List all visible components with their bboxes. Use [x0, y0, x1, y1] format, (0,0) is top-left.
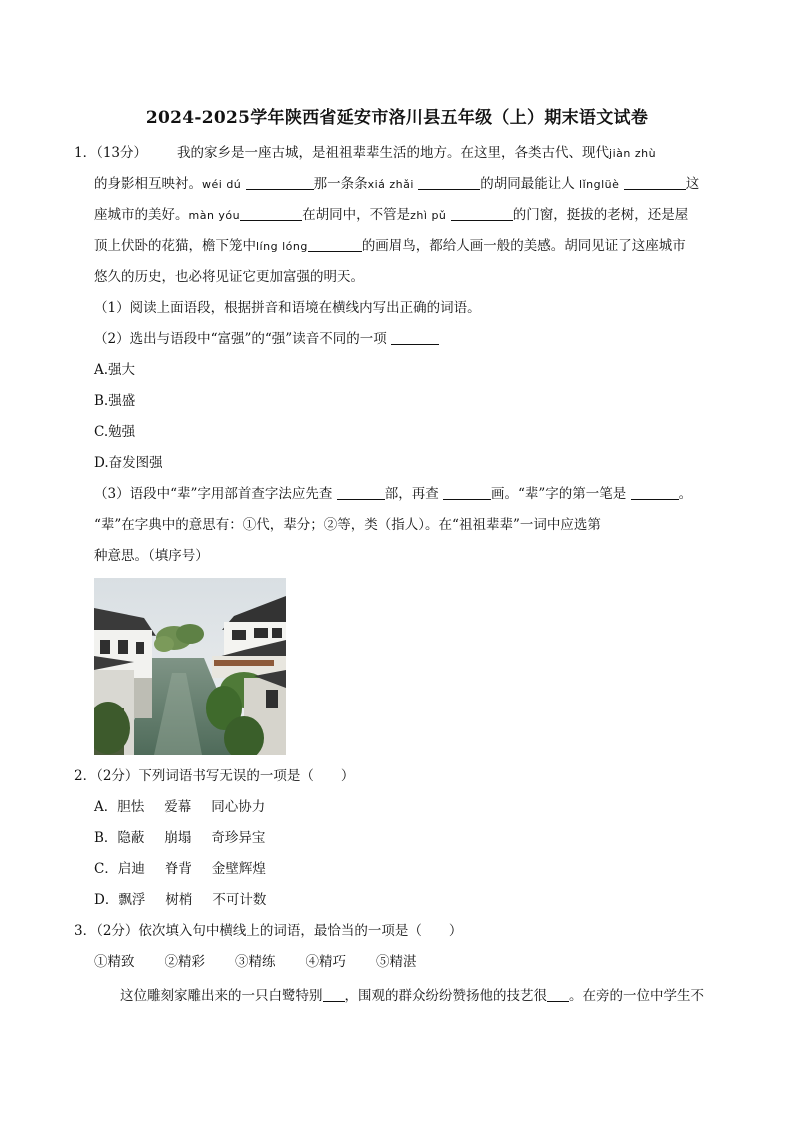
answer-blank[interactable] [631, 485, 679, 500]
q3-stem: 3．（2分）依次填入句中横线上的词语，最恰当的一项是（ ） [74, 923, 463, 939]
pinyin-linglue: lǐnglüè [579, 178, 620, 191]
q1-sub3-text: 。 [678, 486, 693, 502]
answer-blank[interactable] [323, 989, 345, 1002]
pinyin-weidu: wéi dú [202, 178, 242, 191]
q3-word-options [94, 952, 417, 972]
q1-line-3 [94, 205, 688, 226]
q2-option-a[interactable] [94, 797, 265, 817]
q1-sub3-line-2: “辈”在字典中的意思有：①代，辈分；②等，类（指人）。在“祖祖辈辈”一词中应选第 [94, 517, 601, 533]
pinyin-zhipu: zhì pǔ [410, 209, 447, 222]
answer-blank[interactable] [391, 330, 439, 345]
q1-line-2 [94, 174, 699, 195]
q3-word: ③精练 [235, 954, 276, 970]
q1-option-a[interactable]: A.强大 [94, 362, 136, 378]
answer-blank[interactable] [547, 989, 569, 1002]
q1-score: （13分） [96, 145, 148, 161]
q1-sub3-line-3: 种意思。（填序号） [94, 548, 209, 564]
q1-sub1: （1）阅读上面语段，根据拼音和语境在横线内写出正确的词语。 [94, 300, 481, 316]
q1-sub2 [94, 329, 439, 349]
q1-text: 那一条条 [313, 176, 368, 192]
q2-word: 脊背 [164, 861, 192, 877]
q1-option-d[interactable]: D.奋发图强 [94, 455, 163, 471]
q1-option-c[interactable]: C.勉强 [94, 424, 136, 440]
q3-text: 这位雕刻家雕出来的一只白鹭特别 [120, 988, 323, 1004]
pinyin-jianzhu: jiàn zhù [609, 147, 657, 160]
q2-word: 树梢 [165, 892, 193, 908]
q2-word: 同心协力 [211, 799, 266, 815]
answer-blank[interactable] [240, 206, 302, 221]
answer-blank[interactable] [246, 175, 314, 190]
q2-option-b[interactable] [94, 828, 265, 848]
q1-sub3-line-1 [94, 484, 692, 504]
q2-word: C．启迪 [94, 861, 145, 877]
q2-word: B．隐蔽 [94, 830, 145, 846]
answer-blank[interactable] [308, 237, 362, 252]
pinyin-manyou: màn yóu [188, 209, 241, 222]
q1-text: 的画眉鸟，都给人画一般的美感。胡同见证了这座城市 [361, 238, 686, 254]
q2-word: 不可计数 [212, 892, 267, 908]
q3-word: ④精巧 [305, 954, 346, 970]
q1-number: 1． [74, 145, 97, 161]
q2-word: 奇珍异宝 [211, 830, 266, 846]
q1-text: 座城市的美好。 [94, 207, 189, 223]
answer-blank[interactable] [624, 175, 686, 190]
q2-word: A．胆怯 [94, 799, 145, 815]
q1-sub3-text: 部，再查 [384, 486, 439, 502]
q1-sub2-text: （2）选出与语段中“富强”的“强”读音不同的一项 [94, 331, 387, 347]
answer-blank[interactable] [443, 485, 491, 500]
canal-photo [94, 578, 286, 755]
q3-sentence [120, 986, 704, 1006]
q2-option-d[interactable] [94, 890, 266, 910]
q2-word: D．飘浮 [94, 892, 146, 908]
q1-sub3-text: （3）语段中“辈”字用部首查字法应先查 [94, 486, 333, 502]
q1-text: 这 [685, 176, 700, 192]
q1-line-5: 悠久的历史，也必将见证它更加富强的明天。 [94, 269, 364, 285]
q3-word: ②精彩 [164, 954, 205, 970]
q1-text: 的身影相互映衬。 [94, 176, 202, 192]
q2-word: 爱幕 [164, 799, 192, 815]
q3-word: ①精致 [94, 954, 135, 970]
q3-word: ⑤精湛 [376, 954, 417, 970]
q2-word: 金壁辉煌 [211, 861, 266, 877]
q2-option-c[interactable] [94, 859, 266, 879]
q3-text: ，围观的群众纷纷赞扬他的技艺很 [344, 988, 547, 1004]
q1-option-b[interactable]: B.强盛 [94, 393, 136, 409]
q1-line-1 [74, 143, 656, 164]
q2-stem: 2．（2分）下列词语书写无误的一项是（ ） [74, 768, 355, 784]
q1-sub3-text: 画。“辈”字的第一笔是 [491, 486, 627, 502]
q1-line-4 [94, 236, 686, 257]
page-title: 2024-2025学年陕西省延安市洛川县五年级（上）期末语文试卷 [145, 108, 649, 128]
q1-text: 在胡同中，不管是 [302, 207, 411, 223]
answer-blank[interactable] [418, 175, 480, 190]
q1-text: 顶上伏卧的花猫，檐下笼中 [94, 238, 256, 254]
answer-blank[interactable] [451, 206, 513, 221]
q1-text: 我的家乡是一座古城，是祖祖辈辈生活的地方。在这里，各类古代、现代 [177, 145, 610, 161]
q1-text: 的胡同最能让人 [480, 176, 575, 192]
q1-text: 的门窗，挺拔的老树，还是屋 [512, 207, 689, 223]
answer-blank[interactable] [337, 485, 385, 500]
pinyin-linglong: líng lóng [256, 240, 308, 253]
pinyin-xiazhai: xiá zhǎi [367, 178, 414, 191]
q3-text: 。在旁的一位中学生不 [569, 988, 704, 1004]
q2-word: 崩塌 [164, 830, 192, 846]
